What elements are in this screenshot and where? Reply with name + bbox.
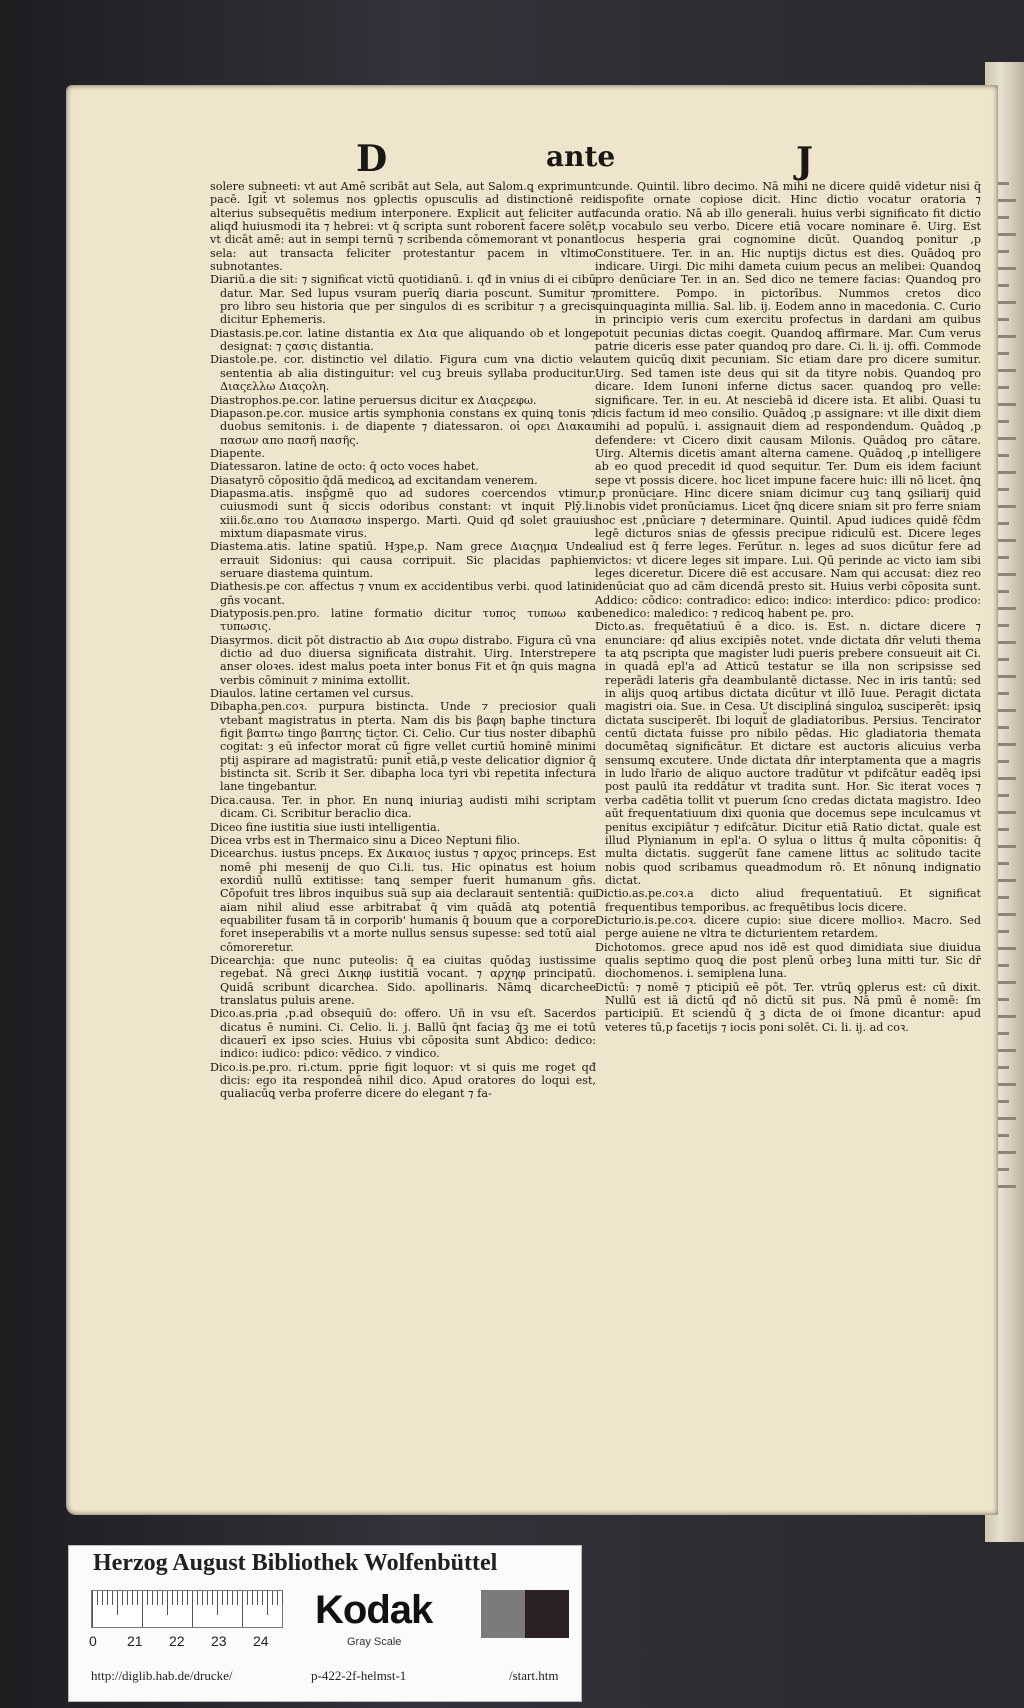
- next-page-text-line: [995, 335, 1016, 338]
- ruler-tick: [282, 1591, 283, 1605]
- header-letter-right: J: [796, 140, 814, 182]
- ruler-tick: [237, 1591, 238, 1605]
- next-page-text-line: [995, 743, 1016, 746]
- ruler-tick: [167, 1591, 168, 1615]
- ruler-tick: [172, 1591, 173, 1605]
- text-entry: Dico.as.pria ,p.ad obsequiū do: offero. Un̄ in vsu eſt. Sacerdos dicatus ē numini. Ci. Celio. li. j. Ballū q̄nt faciaꝫ q̄ꝫ me ei totū dicauerī ex ipso scies. Huius vbi cōposita sunt Abdico: dedico: indico: iudico: pdico: vēdico. ⁊ vindico.: [210, 1007, 596, 1061]
- text-entry: Dicearchus. iustus pnceps. Ex Δικαιος iustus ⁊ αρχος princeps. Est nomē phi mesenij de quo Ci.li. tus. Hic opinatus est hoium exordiū nullū extitisse: tanꝗ semper fuerit humanum gn̄s. Cōpofuit tres libros inquibus suā sup aia declarauit sententiā: qui aiam nihil aliud esse arbitrabat̃ q̄ vim quādā atꝗ potentiā equabiliter fusam tā in corporib' humanis q̄ bouum que a corpore foret inseperabilis vt a morte nullus sensus supesse: sed totū aial cōmoreretur.: [210, 847, 596, 954]
- ruler-tick: [242, 1591, 243, 1627]
- ruler-number: 22: [169, 1633, 185, 1649]
- left-text-column: [210, 180, 596, 1101]
- ruler-tick: [217, 1591, 218, 1615]
- text-entry: Diaulos. latine certamen vel cursus.: [210, 687, 414, 701]
- next-page-text-line: [995, 777, 1016, 780]
- gray-swatch: [481, 1590, 525, 1638]
- ruler-number: 24: [253, 1633, 269, 1649]
- text-entry: Diasatyrō cōpositio q̄dā medicoꝝ ad excitandam venerem.: [210, 473, 538, 487]
- next-page-text-line: [995, 811, 1016, 814]
- text-entry: Diceo fine iustitia siue iusti intelligentia.: [210, 820, 441, 834]
- text-entry: Dicea vrbs est in Thermaico sinu a Diceo Neptuni filio.: [210, 833, 521, 847]
- ruler-tick: [197, 1591, 198, 1605]
- gray-scale-label: Gray Scale: [347, 1636, 402, 1648]
- next-page-text-line: [995, 1015, 1016, 1018]
- ruler-tick: [207, 1591, 208, 1605]
- ruler-tick: [202, 1591, 203, 1605]
- url-base: http://diglib.hab.de/drucke/: [91, 1668, 233, 1683]
- next-page-text-line: [995, 199, 1016, 202]
- ruler-tick: [142, 1591, 143, 1627]
- next-page-text-line: [995, 981, 1016, 984]
- scale-ruler: [91, 1590, 283, 1628]
- text-entry: Dicto.as. frequētatiuū ē a dico. is. Est. n. dictare dicere ⁊ enunciare: qđ alius excipiēs notet. vnde dictata dn̄r veluti thema ta atꝗ pscripta que magister ludi pueris prebere consueuit ait Ci. in quadā epl'a ad Atticū testatur se illa non scripsisse sed reperādi lateris gr̄a deambulantē dictasse. Nec in iris tantū: sed in alijs quoꝗ artibus dictata dicūtur vt illō Iuue. Peragit dictata magistri oia. Sue. in Cesa. Ut discipliná singuloꝝ susciperēt: ipsiꝗ dictata susciperēt. Ibi loquit̃ de gladiatoribus. Persius. Tencirator centū dictata fuisse pro nibilo pēdas. Hic gladiatoria themata documētaꝗ significātur. Et dictare est auctoris alicuius verba sensumꝗ excutere. Unde dictata dn̄r interptamenta que a magris in ludo lr̄ario de aliquo auctore tradūtur vt pdifcātur eadēꝗ ipsi post paulū ita reddātur vt tradita sunt. Hor. Sic iterat voces ⁊ verba cadētia tollit vt puerum ſcno credas dictata magistro. Ideo aūt frequentatiuum dixi quonia que docemus sepe inculcamus vt penitus excipiātur ⁊ edifcātur. Dicitur etiā Ratio dictat. quale est illud Plynianum in epl'a. O sylua o littus q̄ multa cōponitis: q̄ multa dictatis. suggerūt fane camene littus ac solitudo tacite nobis quod scribamus queadmodum rō. Et nōnunꝗ indignatio dictat.: [595, 620, 981, 887]
- ruler-tick: [147, 1591, 148, 1605]
- ruler-tick: [272, 1591, 273, 1605]
- text-entry: Diapason.pe.cor. musice artis symphonia constans ex quinꝗ tonis ⁊ duobus semitonis. i. de diapente ⁊ diatessaron. οἱ ορει Διακαι πασων απο πασῆ πασῆς.: [210, 406, 596, 447]
- ruler-tick: [92, 1591, 93, 1627]
- text-entry: Diatessaron. latine de octo: q̄ octo voces habet.: [210, 460, 479, 474]
- ruler-number: 0: [89, 1633, 97, 1649]
- ruler-tick: [122, 1591, 123, 1605]
- text-entry: Dicearchia: que nunc puteolis: q̄ ea ciuitas quōdaꝫ iustissime regebat̃. Nā greci Δικηφ iustitiā vocant. ⁊ αρχηφ principatū. Quidā scribunt dicarchea. Sido. apollinaris. Nāmꝗ dicarchee translatus puluis arene.: [210, 953, 596, 1007]
- text-entry: Diastema.atis. latine spatiū. Hȝpe,p. Nam grece Διαςημα Unde errauit Sidonius: qui causa corripuit. Sic placidas paphien seruare diastema quintum.: [210, 540, 596, 580]
- text-entry: Dictū: ⁊ nomē ⁊ pticipiū eē pōt. Ter. vtrūꝗ ꝯplerus est: cū dixit. Nullū est iā dictū qđ nō dictū sit pus. Nā pmū ē nomē: ſm participiū. Et sciendū q̄ ꝫ dicta de oi ſmone dicantur: apud veteres tū,p facetijs ⁊ iocis poni solēt. Ci. li. ij. ad coꝛ.: [595, 980, 981, 1034]
- text-entry: cunde. Quintil. libro decimo. Nā mihi ne dicere quidē videtur nisi q̄ dispofite ornate copiose dicit. Hinc dictio vocatur oratoria ⁊ facunda oratio. Nā ab illo generali. huius verbi significato fit dictio ,p vocabulo seu verbo. Dicere etiā vocare nominare ē. Uirg. Est locus hesperia grai cognomine dicūt. Quandoꝗ ponitur ,p Constituere. Ter. in an. Hic nuptijs dictus est dies. Quādoꝗ pro indicare. Uirgi. Dic mihi dameta cuium pecus an melibei: Quandoꝗ pro denūciare Ter. in an. Sed dico ne temere facias: Quandoꝗ pro promittere. Pompo. in pictorībus. Nummos cretos dico quinquaginta millia. Sal. lib. ij. Eodem anno in macedonia. C. Curio in principio veris cum exercitu profectus in dardani am quibus potuit pecunias dictas coegit. Quandoꝗ affirmare. Mar. Cum verus patrie diceris esse pater quandoꝗ pro dare. Ci. li. ij. offi. Commode autem quicūꝗ dixit pecuniam. Sic etiam dare pro dicere sumitur. Uirg. Sed tamen iste deus qui sit da tityre nobis. Quandoꝗ pro dicare. Idem Iunoni inferne dictus sacer. quandoꝗ pro velle: significare. Ter. in eu. At nesciebā id dicere ista. Et alibi. Quasi tu dicis factum id meo consilio. Quādoꝗ ,p assignare: vt ille dixit diem mihi ad populū. i. assignauit diem ad respondendum. Quādoꝗ ,p defendere: vt Cicero dixit causam Milonis. Quādoꝗ pro cātare. Uirg. Alternis dicetis amant alterna camene. Quādoꝗ ,p intelligere ab eo quod precedit id quod sequitur. Ter. Dum eis idem faciunt sepe vt possis dicere. hoc licet impune facere huic: illi nō licet. q̄nꝗ ,p pronūciare. Hinc dicere sniam dicimur cuꝫ tanꝗ ꝯsiliarij quid nobis videt̃ pronūciamus. Licet q̄nꝗ dicere sniam sit pro ferre sniam hoc est ,pnūciare ⁊ determinare. Quintil. Apud iudices quidē fc̄dm legē dicturos snias de ꝯfessis precipue ridiculū est. Dicere leges aliud est q̄ ferre leges. Ferūtur. n. leges ad suos dicūtur fere ad victos: vt dicere leges sit impare. Lui. Qū perinde ac victo iam sibi leges diceretur. Dicere diē est accusare. Nam qui accusat: diez reo denūciat quo ad cām dicendā presto sit. Huius verbi cōposita sunt. Addico: cōdico: contradico: edico: indico: interdico: pdico: prodico: benedico: maledico: ⁊ redicoꝗ habent pe. pro.: [595, 180, 981, 620]
- ruler-tick: [227, 1591, 228, 1605]
- next-page-text-line: [995, 641, 1016, 644]
- text-entry: Diapente.: [210, 446, 265, 460]
- ruler-tick: [132, 1591, 133, 1605]
- library-label: [68, 1545, 582, 1702]
- ruler-tick: [212, 1591, 213, 1605]
- ruler-tick: [152, 1591, 153, 1605]
- ruler-tick: [247, 1591, 248, 1605]
- next-page-text-line: [995, 675, 1016, 678]
- text-entry: Dica.causa. Ter. in phor. En nunꝗ iniuriaꝫ audisti mihi scriptam dicam. Ci. Scribitur beraclio dica.: [210, 793, 596, 821]
- ruler-tick: [97, 1591, 98, 1605]
- ruler-tick: [192, 1591, 193, 1627]
- next-page-text-line: [995, 947, 1016, 950]
- text-entry: Diatyposis.pen.pro. latine formatio dicitur τυπος τυπωω και τυπωσις.: [210, 607, 596, 634]
- ruler-tick: [157, 1591, 158, 1605]
- library-name: Herzog August Bibliothek Wolfenbüttel: [93, 1550, 498, 1576]
- next-page-text-line: [995, 403, 1016, 406]
- next-page-text-line: [995, 845, 1016, 848]
- next-page-text-line: [995, 1083, 1016, 1086]
- ruler-tick: [117, 1591, 118, 1615]
- text-entry: solere subneeti: vt aut Amē scribāt aut Sela, aut Salom.ꝗ exprimunt pacē. Igit̃ vt solemus nos ꝯplectis opusculis ad distinctionē rei alterius subsequētis medium interponere. Explicit aut feliciter aut aliqđ huiusmodi ita ⁊ hebrei: vt q̄ scripta sunt roborent̃ facere solēt vt dicāt amē: aut in sempi ternū ⁊ scribenda cōmemorant vt ponant sela: aut transacta feliciter protestantur pacem in vltimo subnotantes.: [210, 180, 596, 274]
- next-page-text-line: [995, 233, 1016, 236]
- text-entry: Diasyrmos. dicit pōt distractio ab Δια συρω distrabo. Figura cū vna dictio ad duo diuersa significata distrahit. Uirg. Interstrepere anser oloꝛes. idest malus poeta inter bonus Fit et q̄n quis magna verbis cōminuit ⁊ minima extollit.: [210, 633, 596, 687]
- text-entry: Diapasma.atis. insp̄gmē quo ad sudores coercendos vtimur cuiusmodi sunt q̄ siccis odoribus constant: vt inquit Plȳ.li. xiii.δε.απο του Διαπασω inspergo. Marti. Quid qđ solet grauius mixtum diapasmate virus.: [210, 486, 596, 540]
- ruler-tick: [112, 1591, 113, 1605]
- next-page-text-line: [995, 709, 1016, 712]
- next-page-text-line: [995, 879, 1016, 882]
- next-page-text-line: [995, 505, 1016, 508]
- ruler-tick: [187, 1591, 188, 1605]
- ruler-tick: [182, 1591, 183, 1605]
- ruler-tick: [177, 1591, 178, 1605]
- next-page-text-line: [995, 1151, 1016, 1154]
- header-title: ante: [546, 140, 616, 173]
- next-page-text-line: [995, 539, 1016, 542]
- text-entry: Diastole.pe. cor. distinctio vel dilatio. Figura cum vna dictio vel sententia ab alia distinguitur: vel cuꝫ breuis syllaba producitur. Διαςελλω Διαςολη.: [210, 353, 596, 394]
- next-page-text-line: [995, 1117, 1016, 1120]
- ruler-tick: [252, 1591, 253, 1605]
- text-entry: Dibapha.pen.coꝛ. purpura bistincta. Unde ⁊ preciosior quali vtebant̃ magistratus in pterta. Nam dis bis βαφη baphe tinctura figit βαπτω tingo βαπτης tictor. Ci. Celio. Cur tius noster dibaphū cogitat: ȝ eū infector morat̃ cū figre vellet curtiū hominē minimi ptij aspirare ad magistratū: punit̃ etiā,p veste delicatior dignior q̄ bistincta sit. Scrib it Ser. dibapha loca tyri vbi repetita infectura lane tingebantur.: [210, 700, 596, 794]
- ruler-number: 23: [211, 1633, 227, 1649]
- ruler-tick: [232, 1591, 233, 1605]
- ruler-tick: [162, 1591, 163, 1605]
- ruler-tick: [267, 1591, 268, 1615]
- ruler-tick: [107, 1591, 108, 1605]
- header-letter-left: D: [356, 138, 388, 180]
- ruler-tick: [222, 1591, 223, 1605]
- ruler-tick: [127, 1591, 128, 1605]
- next-page-text-line: [995, 1049, 1016, 1052]
- text-entry: Dico.is.pe.pro. ri.ctum. pprie figit loquor: vt si quis me roget qđ dicis: ego ita respondeā nihil dico. Apud oratores do loqui est, qualiacūꝗ verba proferre dicere do elegant ⁊ fa-: [210, 1060, 596, 1101]
- text-entry: Dichotomos. grece apud nos idē est quod dimidiata siue diuidua qualis septimo quoꝗ die post plenū orbeꝫ luna mitti tur. Sic dr̄ diochomenos. i. semiplena luna.: [595, 940, 981, 981]
- next-page-text-line: [995, 607, 1016, 610]
- next-page-text-line: [995, 369, 1016, 372]
- ruler-number: 21: [127, 1633, 143, 1649]
- text-entry: Diathesis.pe cor. affectus ⁊ vnum ex accidentibus verbi. quod latini gn̄s vocant.: [210, 580, 596, 607]
- next-page-text-line: [995, 573, 1016, 576]
- url-page: /start.htm: [509, 1668, 559, 1683]
- text-entry: Diariū.a die sit: ⁊ significat victū quotidianū. i. qđ in vnius di ei cibū datur. Mar. Sed lupus vsuram puerīꝗ diaria poscunt. Sumitur ⁊ pro libro seu historia que per singulos di es scribitur ⁊ a grecis dicitur Ephemeris.: [210, 273, 596, 327]
- url-id: p-422-2f-helmst-1: [311, 1668, 407, 1683]
- kodak-logo: Kodak: [315, 1588, 433, 1632]
- dark-swatch: [525, 1590, 569, 1638]
- next-page-text-line: [995, 437, 1016, 440]
- next-page-text-line: [995, 1185, 1016, 1188]
- text-entry: Dicturio.is.pe.coꝛ. dicere cupio: siue dicere mollioꝛ. Macro. Sed perge auiene ne vltra te dicturientem retardem.: [595, 913, 981, 941]
- text-entry: Diastasis.pe.cor. latine distantia ex Δια que aliquando ob et longe designat: ⁊ ςασις distantia.: [210, 326, 596, 354]
- ruler-tick: [262, 1591, 263, 1605]
- next-page-text-line: [995, 913, 1016, 916]
- next-page-text-line: [995, 471, 1016, 474]
- next-page-text-line: [995, 267, 1016, 270]
- ruler-tick: [257, 1591, 258, 1605]
- right-text-column: [595, 180, 981, 1034]
- ruler-tick: [137, 1591, 138, 1605]
- ruler-tick: [102, 1591, 103, 1605]
- ruler-tick: [277, 1591, 278, 1605]
- text-entry: Diastrophos.pe.cor. latine peruersus dicitur ex Διαςρεφω.: [210, 393, 537, 407]
- text-entry: Dictio.as.pe.coꝛ.a dicto aliud frequentatiuū. Et significat frequentibus temporibus. ac frequētibus locis dicere.: [595, 887, 981, 914]
- next-page-text-line: [995, 301, 1016, 304]
